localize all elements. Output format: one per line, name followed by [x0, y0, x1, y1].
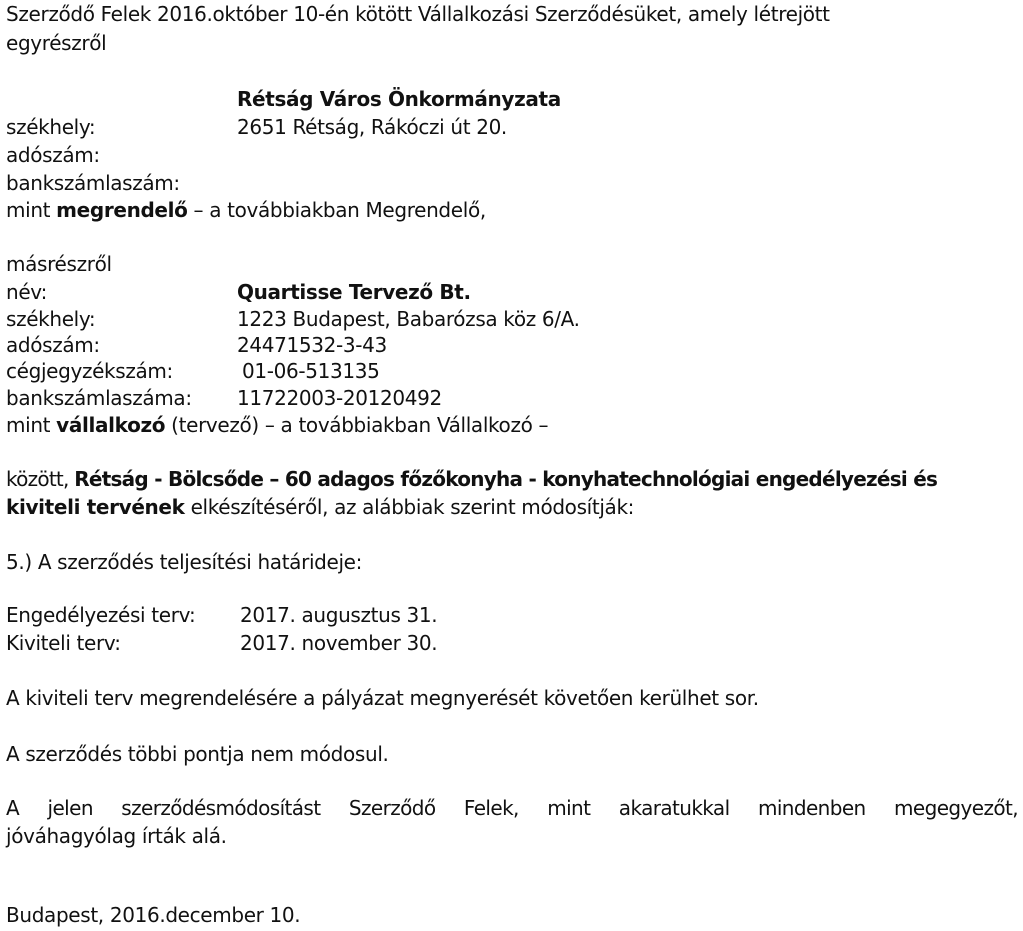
- contractor-name-value: Quartisse Tervező Bt.: [237, 280, 471, 304]
- contractor-reg-label: cégjegyzékszám:: [6, 359, 173, 383]
- paragraph-approval-line-1: A jelen szerződésmódosítást Szerződő Felek, mint akaratukkal mindenben megegyezőt,: [6, 796, 1018, 820]
- other-party-label: másrészről: [6, 252, 112, 276]
- client-bank-label: bankszámlaszám:: [6, 171, 180, 195]
- subject-suffix: elkészítéséről, az alábbiak szerint módosítják:: [184, 495, 635, 519]
- signature-place-date: Budapest, 2016.december 10.: [6, 903, 301, 927]
- contractor-bank-label: bankszámlaszáma:: [6, 386, 192, 410]
- contractor-tax-value: 24471532-3-43: [237, 333, 387, 357]
- client-tax-label: adószám:: [6, 143, 100, 167]
- exec-plan-label: Kiviteli terv:: [6, 631, 121, 655]
- contractor-bank-value: 11722003-20120492: [237, 386, 442, 410]
- subject-prefix: között,: [6, 467, 75, 491]
- subject-bold-line-2: kiviteli tervének: [6, 495, 185, 519]
- client-role-suffix: – a továbbiakban Megrendelő,: [187, 198, 486, 222]
- client-seat-value: 2651 Rétság, Rákóczi út 20.: [237, 115, 507, 139]
- exec-plan-date: 2017. november 30.: [240, 631, 438, 655]
- contractor-role-suffix: (tervező) – a továbbiakban Vállalkozó –: [165, 413, 549, 437]
- intro-line-1: Szerződő Felek 2016.október 10-én kötött Vállalkozási Szerződésüket, amely létrejött: [6, 2, 830, 26]
- client-name: Rétság Város Önkormányzata: [237, 87, 561, 111]
- contractor-role-line: [6, 413, 548, 437]
- client-role-line: [6, 198, 486, 222]
- contractor-seat-value: 1223 Budapest, Babarózsa köz 6/A.: [237, 307, 580, 331]
- subject-line-2: [6, 495, 634, 519]
- subject-line-1: [6, 467, 937, 491]
- subject-bold-line-1: Rétság - Bölcsőde – 60 adagos főzőkonyha - konyhatechnológiai engedélyezési és: [74, 467, 938, 491]
- paragraph-order-condition: A kiviteli terv megrendelésére a pályázat megnyerését követően kerülhet sor.: [6, 686, 759, 710]
- client-seat-label: székhely:: [6, 115, 96, 139]
- client-role-prefix: mint: [6, 198, 57, 222]
- contractor-reg-value: 01-06-513135: [242, 359, 380, 383]
- contractor-role-bold: vállalkozó: [56, 413, 166, 437]
- permit-plan-date: 2017. augusztus 31.: [240, 603, 438, 627]
- intro-line-2: egyrészről: [6, 31, 107, 55]
- client-role-bold: megrendelő: [56, 198, 188, 222]
- contract-amendment-page: [6, 0, 1018, 931]
- contractor-role-prefix: mint: [6, 413, 57, 437]
- contractor-tax-label: adószám:: [6, 333, 100, 357]
- paragraph-approval-line-2: jóváhagyólag írták alá.: [6, 824, 227, 848]
- contractor-name-label: név:: [6, 280, 48, 304]
- permit-plan-label: Engedélyezési terv:: [6, 603, 196, 627]
- contractor-seat-label: székhely:: [6, 307, 96, 331]
- paragraph-unchanged: A szerződés többi pontja nem módosul.: [6, 742, 389, 766]
- deadline-heading: 5.) A szerződés teljesítési határideje:: [6, 550, 363, 574]
